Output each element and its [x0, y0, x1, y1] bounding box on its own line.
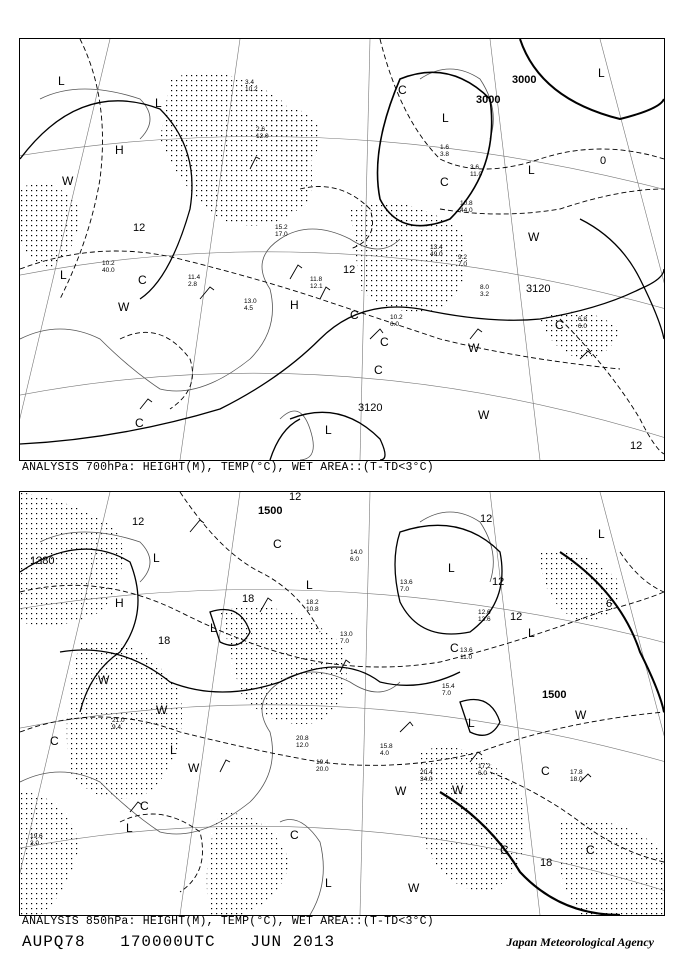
obs-value: 13.6	[400, 579, 413, 586]
height-label: 3120	[358, 402, 383, 414]
obs-value: 15.2	[275, 224, 288, 231]
obs-value: 13.6	[460, 647, 473, 654]
low-center-symbol: L	[153, 551, 160, 565]
low-center-symbol: L	[155, 96, 162, 110]
obs-value: 6.0	[390, 321, 400, 328]
low-center-symbol: L	[598, 527, 605, 541]
temp-label: 18	[242, 593, 255, 605]
low-center-symbol: L	[528, 163, 535, 177]
temp-label: 12	[492, 576, 505, 588]
cold-marker: C	[380, 335, 389, 349]
temp-label: 6	[606, 598, 613, 610]
height-contours	[20, 39, 664, 460]
obs-value: 18.2	[306, 599, 319, 606]
temp-label: 18	[540, 857, 553, 869]
cold-marker: C	[140, 799, 149, 813]
cold-marker: C	[450, 641, 459, 655]
warm-marker: W	[575, 708, 587, 722]
obs-value: 49.0	[430, 251, 443, 258]
low-center-symbol: L	[598, 66, 605, 80]
chart-footer	[22, 933, 359, 951]
cold-marker: C	[500, 843, 509, 857]
low-center-symbol: L	[58, 74, 65, 88]
obs-value: 15.4	[442, 683, 455, 690]
obs-value: 12.0	[256, 133, 269, 140]
temp-label: 12	[510, 611, 523, 623]
high-center-symbol: H	[115, 596, 124, 610]
obs-value: 3.2	[480, 291, 490, 298]
obs-value: 4.5	[244, 305, 254, 312]
warm-marker: W	[156, 703, 168, 717]
cold-marker: C	[138, 273, 147, 287]
obs-value: 14.0	[350, 549, 363, 556]
obs-value: 40.0	[102, 267, 115, 274]
obs-value: 11.8	[310, 276, 323, 283]
obs-value: 6.8	[578, 316, 588, 323]
obs-value: 2.6	[256, 126, 266, 133]
obs-value: 3.8	[440, 151, 450, 158]
temp-label: 18	[158, 635, 171, 647]
temp-label: 12	[289, 492, 302, 503]
temp-label: 0	[600, 155, 607, 167]
obs-value: 7.0	[458, 261, 468, 268]
cold-marker: C	[398, 83, 407, 97]
height-label: 3120	[526, 283, 551, 295]
obs-value: 13.0	[340, 631, 353, 638]
temp-label: 12	[133, 222, 146, 234]
obs-value: 20.0	[316, 766, 329, 773]
warm-marker: W	[528, 230, 540, 244]
obs-value: 11.0	[460, 654, 473, 661]
obs-value: 3.4	[245, 79, 255, 86]
height-label: 3000	[476, 94, 501, 106]
obs-value: 11.0	[470, 171, 483, 178]
temp-labels	[132, 492, 612, 869]
warm-marker: W	[478, 408, 490, 422]
obs-value: 7.0	[400, 586, 410, 593]
obs-value: 17.0	[275, 231, 288, 238]
temp-label: 12	[630, 440, 643, 452]
obs-value: 20.8	[296, 735, 309, 742]
high-center-symbol: H	[290, 298, 299, 312]
obs-value: 2.8	[188, 281, 198, 288]
obs-value: 10.8	[460, 200, 473, 207]
low-center-symbol: L	[325, 423, 332, 437]
obs-value: 19.6	[30, 833, 43, 840]
obs-value: 10.8	[306, 606, 319, 613]
pressure-systems	[115, 527, 605, 890]
height-label: 1500	[542, 689, 567, 701]
low-center-symbol: L	[210, 621, 217, 635]
warm-marker: W	[452, 783, 464, 797]
obs-value: 11.4	[188, 274, 201, 281]
cold-marker: C	[440, 175, 449, 189]
cold-marker: C	[290, 828, 299, 842]
map-panel-850hpa	[19, 491, 665, 916]
obs-value: 7.0	[340, 638, 350, 645]
warm-marker: W	[62, 174, 74, 188]
panel-caption-700hpa: ANALYSIS 700hPa: HEIGHT(M), TEMP(°C), WET AREA::(T-TD<3°C)	[22, 461, 434, 474]
obs-value: 17.8	[570, 769, 583, 776]
obs-value: 3.0	[30, 840, 40, 847]
obs-value: 9.4	[112, 724, 122, 731]
low-center-symbol: L	[468, 716, 475, 730]
obs-value: 20.4	[420, 769, 433, 776]
agency-credit: Japan Meteorological Agency	[506, 935, 654, 949]
warm-marker: W	[408, 881, 420, 895]
obs-value: 3.6	[470, 164, 480, 171]
obs-value: 10.2	[102, 260, 115, 267]
low-center-symbol: L	[448, 561, 455, 575]
warm-marker: W	[118, 300, 130, 314]
low-center-symbol: L	[442, 111, 449, 125]
cold-marker: C	[50, 734, 59, 748]
obs-value: 13.4	[430, 244, 443, 251]
obs-value: 6.0	[350, 556, 360, 563]
obs-value: 13.6	[478, 616, 491, 623]
obs-value: 10.2	[390, 314, 403, 321]
obs-value: 44.0	[460, 207, 473, 214]
panel-caption-850hpa: ANALYSIS 850hPa: HEIGHT(M), TEMP(°C), WET AREA::(T-TD<3°C)	[22, 915, 434, 928]
cold-marker: C	[555, 318, 564, 332]
low-center-symbol: L	[170, 743, 177, 757]
obs-value: 15.8	[380, 743, 393, 750]
warm-marker: W	[98, 673, 110, 687]
pressure-systems	[58, 66, 605, 437]
obs-value: 18.0	[570, 776, 583, 783]
warm-marker: W	[468, 341, 480, 355]
obs-value: 12.1	[310, 283, 323, 290]
map-canvas-700hpa	[20, 39, 664, 460]
graticule	[20, 39, 664, 460]
height-label: 1380	[30, 555, 55, 567]
obs-value: 9.2	[458, 254, 468, 261]
cold-marker: C	[350, 308, 359, 322]
obs-value: 13.0	[244, 298, 257, 305]
obs-value: 12.6	[478, 609, 491, 616]
obs-value: 34.0	[420, 776, 433, 783]
map-canvas-850hpa	[20, 492, 664, 915]
obs-value: 4.0	[380, 750, 390, 757]
temp-label: 12	[480, 513, 493, 525]
obs-value: 6.0	[578, 323, 588, 330]
cold-marker: C	[135, 416, 144, 430]
wet-area-shading	[20, 72, 620, 359]
temp-label: 12	[343, 264, 356, 276]
obs-value: 10.2	[245, 86, 258, 93]
height-label: 1500	[258, 505, 283, 517]
obs-value: 19.4	[316, 759, 329, 766]
cold-marker: C	[541, 764, 550, 778]
height-label: 3000	[512, 74, 537, 86]
low-center-symbol: L	[325, 876, 332, 890]
warm-marker: W	[188, 761, 200, 775]
high-center-symbol: H	[115, 143, 124, 157]
cold-marker: C	[374, 363, 383, 377]
warm-marker: W	[395, 784, 407, 798]
chart-code: AUPQ78	[22, 933, 86, 951]
cold-marker: C	[273, 537, 282, 551]
obs-value: 8.0	[480, 284, 490, 291]
low-center-symbol: L	[306, 578, 313, 592]
chart-month-year: JUN 2013	[250, 933, 336, 951]
obs-value: 6.0	[478, 770, 488, 777]
obs-value: 12.0	[296, 742, 309, 749]
low-center-symbol: L	[528, 626, 535, 640]
temp-label: 12	[132, 516, 145, 528]
cold-marker: C	[586, 843, 595, 857]
map-panel-700hpa	[19, 38, 665, 461]
obs-value: 7.0	[442, 690, 452, 697]
chart-valid-time: 170000UTC	[120, 933, 216, 951]
low-center-symbol: L	[60, 268, 67, 282]
obs-value: 17.2	[478, 763, 491, 770]
obs-value: 21.0	[112, 717, 125, 724]
low-center-symbol: L	[126, 821, 133, 835]
obs-value: 1.6	[440, 144, 450, 151]
